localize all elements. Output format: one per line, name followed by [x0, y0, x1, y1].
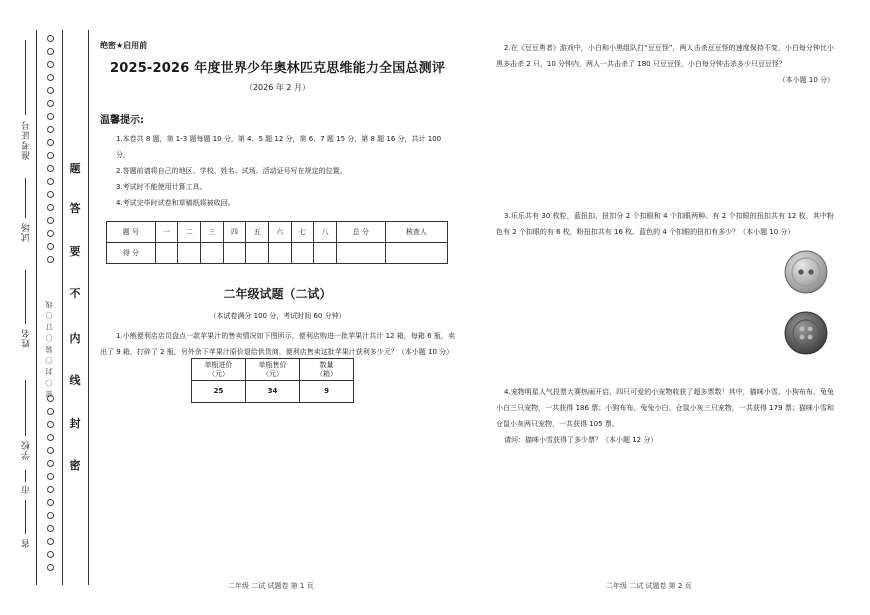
score-cell[interactable]: [201, 243, 224, 264]
exam-page-1: [100, 40, 455, 403]
four-hole-button-icon: [784, 311, 828, 355]
label-school: 学校: [22, 440, 32, 460]
page-2-footer: 二年级 二试 试题卷 第 2 页: [606, 582, 692, 590]
city-field[interactable]: [25, 470, 26, 482]
school-field[interactable]: [25, 380, 26, 436]
name-field[interactable]: [25, 270, 26, 324]
tip-item: 3.考试时不能使用计算工具。: [116, 183, 207, 191]
score-cell[interactable]: [291, 243, 314, 264]
price-table: [191, 358, 354, 403]
label-city: 市: [22, 484, 32, 494]
seal-char-3: 要: [69, 245, 81, 258]
score-header-cell: 四: [223, 222, 246, 243]
price-value-cell: 34: [246, 381, 300, 403]
tip-item: 1.本卷共 8 题，第 1-3 题每题 10 分，第 4、5 题 12 分，第 6、7 题 15 分，第 8 题 16 分，共计 100 分。: [116, 135, 442, 159]
score-table: [106, 221, 448, 264]
price-header-cell: 单瓶售价 （元）: [246, 359, 300, 381]
label-name: 姓名: [22, 328, 32, 348]
exam-room-field[interactable]: [25, 178, 26, 218]
binding-line-middle: [62, 30, 63, 585]
question-2-score: （本小题 10 分）: [778, 76, 834, 84]
binding-middle-text: 密 〇 封 〇 装 〇 订 〇 线: [45, 300, 53, 398]
score-header-cell: 一: [155, 222, 178, 243]
label-exam-room: 试场: [22, 222, 32, 242]
score-header-cell: 八: [314, 222, 337, 243]
exam-page-2: [496, 40, 834, 448]
price-value-cell: 9: [300, 381, 354, 403]
two-hole-button-icon: [784, 250, 828, 294]
score-header-cell: 五: [246, 222, 269, 243]
label-admission-number: 准考证号: [22, 120, 32, 160]
score-cell[interactable]: [336, 243, 385, 264]
tips-list: [100, 131, 455, 211]
score-header-cell: 六: [268, 222, 291, 243]
tips-heading: 温馨提示:: [100, 115, 144, 126]
score-header-cell: 总 分: [336, 222, 385, 243]
page-1-footer: 二年级 二试 试题卷 第 1 页: [228, 582, 314, 590]
exam-title: 2025-2026 年度世界少年奥林匹克思维能力全国总测评: [109, 61, 446, 76]
seal-char-8: 密: [69, 459, 81, 472]
price-table-header-row: [192, 359, 354, 381]
question-4-ask: 请问：猫咪小雪获得了多少票？（本小题 12 分）: [504, 436, 658, 444]
exam-date: （2026 年 2 月）: [244, 83, 311, 92]
seal-char-1: 题: [69, 162, 81, 175]
seal-char-2: 答: [69, 202, 81, 215]
admission-number-field[interactable]: [25, 40, 26, 115]
binding-margin: [0, 0, 92, 615]
score-header-cell: 二: [178, 222, 201, 243]
score-header-cell: 题 号: [107, 222, 156, 243]
perforation-circles-bottom: [44, 395, 56, 571]
score-cell[interactable]: [178, 243, 201, 264]
question-3: 3.乐乐共有 30 枚粒，蓝扭扣，扭扣分 2 个扣眼和 4 个扣眼两种。有 2 个扣眼的扭扣共有 12 枚，其中粉色有 2 个扣眼的有 6 枚，粉扭扣共有 16 枚。蓝色的 4 个扣眼的扭扣有多少？（本小题 10 分）: [496, 212, 834, 236]
seal-char-4: 不: [69, 287, 81, 300]
price-header-cell: 数量 （箱）: [300, 359, 354, 381]
section-title: 二年级试题（二试）: [223, 287, 332, 301]
price-table-value-row: [192, 381, 354, 403]
province-field[interactable]: [25, 500, 26, 534]
score-cell[interactable]: [314, 243, 337, 264]
score-cell[interactable]: [155, 243, 178, 264]
seal-char-7: 封: [69, 417, 81, 430]
score-row-label: 得 分: [107, 243, 156, 264]
tip-item: 4.考试完毕时试卷和草稿纸将被收回。: [116, 199, 235, 207]
binding-line-left: [36, 30, 37, 585]
score-table-header-row: [107, 222, 448, 243]
score-cell[interactable]: [246, 243, 269, 264]
perforation-circles-top: [44, 35, 56, 263]
binding-line-right: [88, 30, 89, 585]
confidential-mark: 绝密★启用前: [100, 41, 148, 50]
score-cell[interactable]: [268, 243, 291, 264]
seal-char-5: 内: [69, 332, 81, 345]
score-table-score-row: [107, 243, 448, 264]
question-2: 2.在《豆豆勇者》游戏中，小白和小黑组队打“豆豆怪”，两人击杀豆豆怪的速度保持不变，小白每分钟比小黑多击杀 2 只，10 分钟内，两人一共击杀了 180 只豆豆怪，小白每分钟击杀多少只豆豆怪？: [496, 44, 834, 68]
question-4: 4.宠物明星人气投票大赛热闹开启，四只可爱的小宠物收获了超多票数！其中，猫咪小雪、小狗布布、兔兔小白三只宠物，一共获得 186 票；小狗布布、兔兔小白、仓鼠小灰三只宠物，一共获得 179 票；猫咪小雪和仓鼠小灰两只宠物，一共获得 105 票。: [496, 388, 834, 428]
question-1: 1.小熊便利店店员盘点一款苹果汁的售卖情况如下图所示，便利店购进一批苹果汁共计 12 箱，每箱 6 瓶，卖出了 9 箱，打碎了 2 瓶，另外余下苹果汁原价退给供货商，便利店售卖这批苹果汁获利多少元？（本小题 10 分）: [100, 332, 455, 356]
seal-char-6: 线: [69, 374, 81, 387]
label-province: 省: [22, 538, 32, 548]
score-header-cell: 七: [291, 222, 314, 243]
price-value-cell: 25: [192, 381, 246, 403]
price-header-cell: 单瓶进价 （元）: [192, 359, 246, 381]
tip-item: 2.答题前请将自己的地区、学校、姓名、试场、活动证号写在规定的位置。: [116, 167, 347, 175]
score-cell[interactable]: [223, 243, 246, 264]
score-header-cell: 三: [201, 222, 224, 243]
score-cell[interactable]: [385, 243, 447, 264]
score-header-cell: 核查人: [385, 222, 447, 243]
exam-note: （本试卷满分 100 分，考试时间 60 分钟）: [209, 312, 346, 320]
